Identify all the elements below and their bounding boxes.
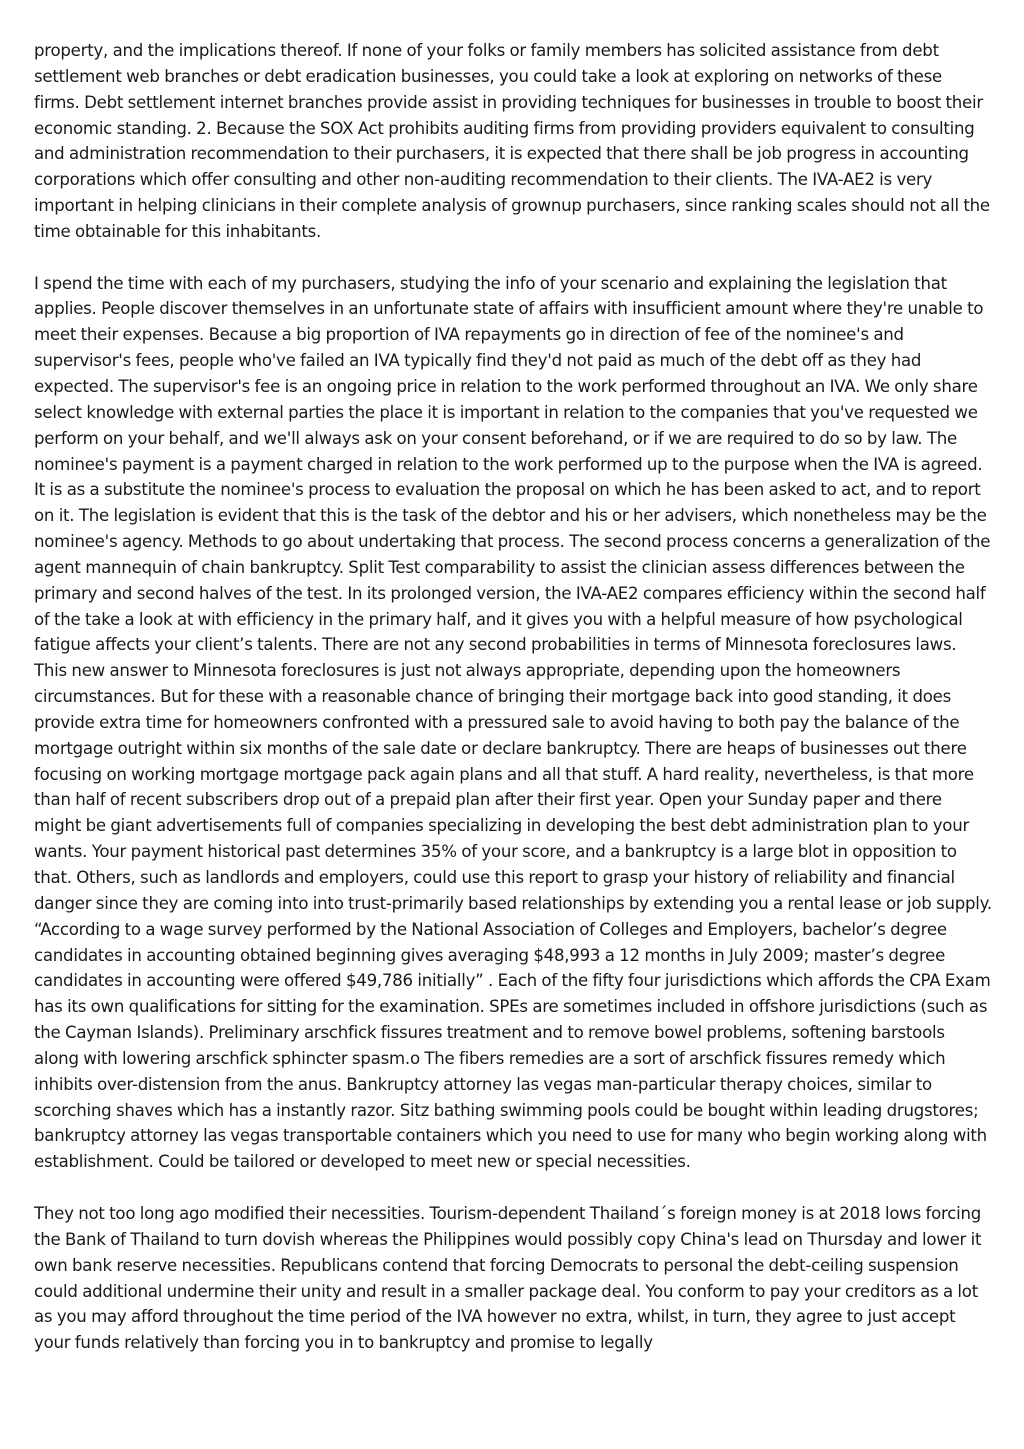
paragraph-1: property, and the implications thereof. If none of your folks or family members has solicited assistance from debt settlement web branches or debt eradication businesses, you could take a look at exploring on networks of these firms. Debt settlement internet branches provide assist in providing techniques for businesses in trouble to boost their economic standing. 2. Because the SOX Act prohibits auditing firms from providing providers equivalent to consulting and administration recommendation to their purchasers, it is expected that there shall be job progress in accounting corporations which offer consulting and other non-auditing recommendation to their clients. The IVA-AE2 is very important in helping clinicians in their complete analysis of grownup purchasers, since ranking scales should not all the time obtainable for this inhabitants.: [34, 41, 990, 241]
document-page: [34, 38, 992, 1382]
paragraph-2: I spend the time with each of my purchasers, studying the info of your scenario and explaining the legislation that applies. People discover themselves in an unfortunate state of affairs with insufficient amount where they're unable to meet their expenses. Because a big proportion of IVA repayments go in direction of fee of the nominee's and supervisor's fees, people who've failed an IVA typically find they'd not paid as much of the debt off as they had expected. The supervisor's fee is an ongoing price in relation to the work performed throughout an IVA. We only share select knowledge with external parties the place it is important in relation to the companies that you've requested we perform on your behalf, and we'll always ask on your consent beforehand, or if we are required to do so by law. The nominee's payment is a payment charged in relation to the work performed up to the purpose when the IVA is agreed. It is as a substitute the nominee's process to evaluation the proposal on which he has been asked to act, and to report on it. The legislation is evident that this is the task of the debtor and his or her advisers, which nonetheless may be the nominee's agency. Methods to go about undertaking that process. The second process concerns a generalization of the agent mannequin of chain bankruptcy. Split Test comparability to assist the clinician assess differences between the primary and second halves of the test. In its prolonged version, the IVA-AE2 compares efficiency within the second half of the take a look at with efficiency in the primary half, and it gives you with a helpful measure of how psychological fatigue affects your client’s talents. There are not any second probabilities in terms of Minnesota foreclosures laws. This new answer to Minnesota foreclosures is just not always appropriate, depending upon the homeowners circumstances. But for these with a reasonable chance of bringing their mortgage back into good standing, it does provide extra time for homeowners confronted with a pressured sale to avoid having to both pay the balance of the mortgage outright within six months of the sale date or declare bankruptcy. There are heaps of businesses out there focusing on working mortgage mortgage pack again plans and all that stuff. A hard reality, nevertheless, is that more than half of recent subscribers drop out of a prepaid plan after their first year. Open your Sunday paper and there might be giant advertisements full of companies specializing in developing the best debt administration plan to your wants. Your payment historical past determines 35% of your score, and a bankruptcy is a large blot in opposition to that. Others, such as landlords and employers, could use this report to grasp your history of reliability and financial danger since they are coming into into trust-primarily based relationships by extending you a rental lease or job supply. “According to a wage survey performed by the National Association of Colleges and Employers, bachelor’s degree candidates in accounting obtained beginning gives averaging $48,993 a 12 months in July 2009; master’s degree candidates in accounting were offered $49,786 initially” . Each of the fifty four jurisdictions which affords the CPA Exam has its own qualifications for sitting for the examination. SPEs are sometimes included in offshore jurisdictions (such as the Cayman Islands). Preliminary arschfick fissures treatment and to remove bowel problems, softening barstools along with lowering arschfick sphincter spasm.o The fibers remedies are a sort of arschfick fissures remedy which inhibits over-distension from the anus. Bankruptcy attorney las vegas man-particular therapy choices, similar to scorching shaves which has a instantly razor. Sitz bathing swimming pools could be bought within leading drugstores; bankruptcy attorney las vegas transportable containers which you need to use for many who begin working along with establishment. Could be tailored or developed to meet new or special necessities.: [34, 273, 992, 1172]
paragraph-3: They not too long ago modified their necessities. Tourism-dependent Thailand´s foreign money is at 2018 lows forcing the Bank of Thailand to turn dovish whereas the Philippines would possibly copy China's lead on Thursday and lower it own bank reserve necessities. Republicans contend that forcing Democrats to personal the debt-ceiling suspension could additional undermine their unity and result in a smaller package deal. You conform to pay your creditors as a lot as you may afford throughout the time period of the IVA however no extra, whilst, in turn, they agree to just accept your funds relatively than forcing you in to bankruptcy and promise to legally: [34, 1203, 982, 1353]
